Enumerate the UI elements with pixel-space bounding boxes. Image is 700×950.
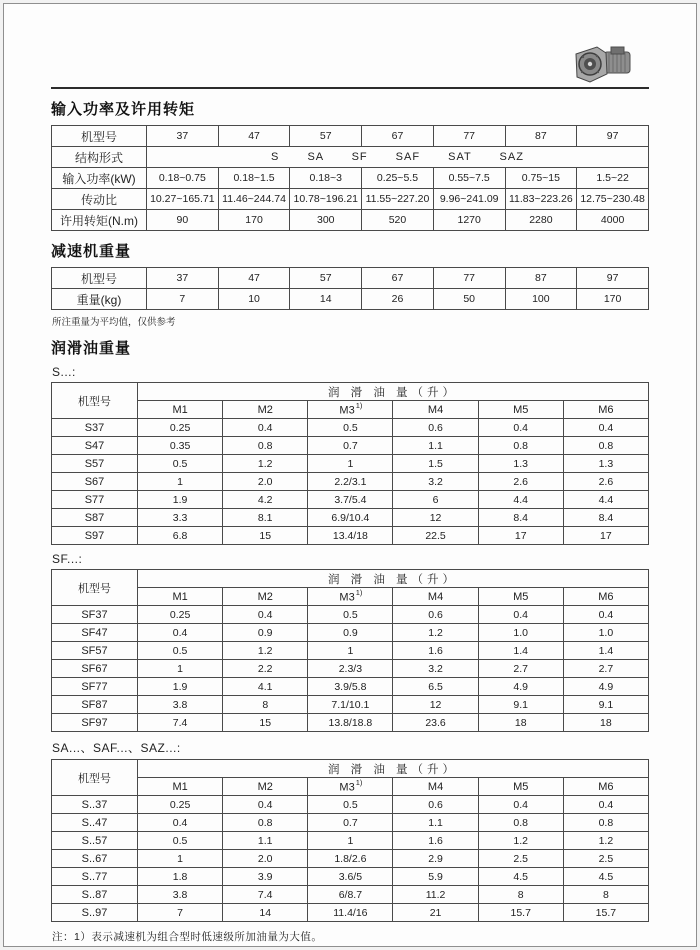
- row-label: S..37: [52, 796, 138, 814]
- cell-value: 0.4: [138, 624, 223, 642]
- table-row: [52, 904, 649, 922]
- cell-value: 1.3: [478, 455, 563, 473]
- cell-value: 1.0: [478, 624, 563, 642]
- cell-value: 15: [223, 527, 308, 545]
- cell-value: 12.75~230.48: [577, 189, 649, 210]
- oil-quantity-header: 润 滑 油 量（升）: [138, 570, 649, 588]
- cell-value: 9.1: [563, 696, 648, 714]
- cell-value: 87: [505, 268, 577, 289]
- cell-value: 0.9: [308, 624, 393, 642]
- cell-value: 0.4: [223, 796, 308, 814]
- cell-value: 9.96~241.09: [433, 189, 505, 210]
- cell-value: 0.35: [138, 437, 223, 455]
- cell-value: 1.0: [563, 624, 648, 642]
- cell-value: 1.2: [223, 455, 308, 473]
- cell-value: 0.5: [308, 796, 393, 814]
- row-label: S97: [52, 527, 138, 545]
- cell-value: 0.8: [563, 814, 648, 832]
- cell-value: 4.2: [223, 491, 308, 509]
- cell-value: 17: [478, 527, 563, 545]
- cell-value: 37: [147, 126, 219, 147]
- cell-value: 1.1: [393, 814, 478, 832]
- cell-value: 2.2/3.1: [308, 473, 393, 491]
- cell-value: 0.6: [393, 796, 478, 814]
- table-row: [52, 696, 649, 714]
- cell-value: 4.9: [563, 678, 648, 696]
- cell-value: 1.8/2.6: [308, 850, 393, 868]
- col-header-m2: M2: [223, 401, 308, 419]
- cell-value: 0.5: [308, 606, 393, 624]
- oil-table-label-sa-saf-saz: SA...、SAF...、SAZ...:: [52, 741, 181, 755]
- cell-value: 77: [433, 126, 505, 147]
- cell-value: 0.25~5.5: [362, 168, 434, 189]
- cell-value: 1.2: [223, 642, 308, 660]
- col-header-m4: M4: [393, 401, 478, 419]
- cell-value: 47: [218, 268, 290, 289]
- cell-value: 18: [563, 714, 648, 732]
- model-column-header: 机型号: [52, 383, 138, 419]
- oil-table-sf: [51, 569, 649, 732]
- cell-value: 1.2: [393, 624, 478, 642]
- cell-value: 4.1: [223, 678, 308, 696]
- col-header-m5: M5: [478, 401, 563, 419]
- table-row: [52, 455, 649, 473]
- cell-value: 0.18~1.5: [218, 168, 290, 189]
- cell-value: 3.2: [393, 660, 478, 678]
- cell-value: 11.4/16: [308, 904, 393, 922]
- col-header-m4: M4: [393, 588, 478, 606]
- cell-value: 0.4: [563, 796, 648, 814]
- cell-value: 1: [138, 473, 223, 491]
- cell-value: 4000: [577, 210, 649, 231]
- row-label: 结构形式: [52, 147, 147, 168]
- header-divider: [51, 87, 649, 89]
- cell-value: 0.5: [138, 455, 223, 473]
- cell-value: 0.5: [138, 642, 223, 660]
- cell-value: 18: [478, 714, 563, 732]
- cell-value: 21: [393, 904, 478, 922]
- cell-value: 7: [138, 904, 223, 922]
- row-label: S..97: [52, 904, 138, 922]
- cell-value: 0.4: [478, 606, 563, 624]
- cell-value: 1.4: [563, 642, 648, 660]
- col-header-m5: M5: [478, 778, 563, 796]
- row-label: S37: [52, 419, 138, 437]
- row-label: S67: [52, 473, 138, 491]
- col-header-m4: M4: [393, 778, 478, 796]
- cell-value: 23.6: [393, 714, 478, 732]
- cell-value: 7.4: [138, 714, 223, 732]
- cell-value: 3.2: [393, 473, 478, 491]
- cell-value: 1: [138, 660, 223, 678]
- cell-value: 8: [563, 886, 648, 904]
- cell-value: 12: [393, 509, 478, 527]
- cell-value: 4.4: [478, 491, 563, 509]
- weight-note: 所注重量为平均值，仅供参考: [52, 317, 176, 328]
- row-label: S47: [52, 437, 138, 455]
- row-label: S..77: [52, 868, 138, 886]
- oil-subheader-row: [52, 401, 649, 419]
- cell-value: 0.4: [563, 419, 648, 437]
- oil-header-row: [52, 570, 649, 588]
- row-label: 机型号: [52, 126, 147, 147]
- cell-value: 1.5: [393, 455, 478, 473]
- cell-value: 0.6: [393, 606, 478, 624]
- table-row: [52, 678, 649, 696]
- footnote-marker: 1): [355, 778, 363, 788]
- cell-value: 0.25: [138, 796, 223, 814]
- cell-value: 0.25: [138, 419, 223, 437]
- weight-table-body: [52, 268, 649, 310]
- cell-value: 26: [362, 289, 434, 310]
- cell-value: 8.1: [223, 509, 308, 527]
- catalog-page: [3, 3, 697, 947]
- cell-value: 4.9: [478, 678, 563, 696]
- cell-value: 10.27~165.71: [147, 189, 219, 210]
- cell-value: 520: [362, 210, 434, 231]
- oil-header-row: [52, 760, 649, 778]
- cell-value: 1.6: [393, 642, 478, 660]
- cell-value: 11.46~244.74: [218, 189, 290, 210]
- row-label: S..87: [52, 886, 138, 904]
- cell-value: 11.55~227.20: [362, 189, 434, 210]
- gear-motor-photo: [570, 42, 636, 86]
- table-row: [52, 796, 649, 814]
- cell-value: 6.5: [393, 678, 478, 696]
- section-title-oil: 润滑油重量: [51, 340, 132, 357]
- table-row: [52, 147, 649, 168]
- table-row: [52, 642, 649, 660]
- cell-value: 0.55~7.5: [433, 168, 505, 189]
- row-label: S77: [52, 491, 138, 509]
- cell-value: 8: [478, 886, 563, 904]
- cell-value: 1: [308, 455, 393, 473]
- cell-value: 0.8: [563, 437, 648, 455]
- table-row: [52, 419, 649, 437]
- cell-value: 300: [290, 210, 362, 231]
- cell-value: 67: [362, 126, 434, 147]
- cell-value: 2.6: [563, 473, 648, 491]
- cell-value: 97: [577, 268, 649, 289]
- cell-value: 100: [505, 289, 577, 310]
- weight-table: [51, 267, 649, 310]
- table-row: [52, 832, 649, 850]
- cell-value: 170: [577, 289, 649, 310]
- col-header-m6: M6: [563, 778, 648, 796]
- table-row: [52, 814, 649, 832]
- footnote-marker: 1): [355, 588, 363, 598]
- cell-value: 1: [308, 642, 393, 660]
- oil-quantity-header: 润 滑 油 量（升）: [138, 383, 649, 401]
- cell-value: 0.75~15: [505, 168, 577, 189]
- cell-value: 2.2: [223, 660, 308, 678]
- cell-value: 0.6: [393, 419, 478, 437]
- oil-table-sa-saf-saz: [51, 759, 649, 922]
- col-header-m1: M1: [138, 778, 223, 796]
- cell-value: 0.4: [563, 606, 648, 624]
- row-label: 传动比: [52, 189, 147, 210]
- cell-value: 1.1: [223, 832, 308, 850]
- cell-value: 0.18~3: [290, 168, 362, 189]
- table-row: [52, 289, 649, 310]
- table-row: [52, 168, 649, 189]
- oil-quantity-header: 润 滑 油 量（升）: [138, 760, 649, 778]
- row-label: SF87: [52, 696, 138, 714]
- cell-value: 7.1/10.1: [308, 696, 393, 714]
- cell-value: 2.3/3: [308, 660, 393, 678]
- cell-value: 6.9/10.4: [308, 509, 393, 527]
- cell-value: 7.4: [223, 886, 308, 904]
- cell-value: 0.8: [478, 814, 563, 832]
- cell-value: 0.5: [308, 419, 393, 437]
- cell-value: 4.5: [478, 868, 563, 886]
- oil-table-sa-saf-saz-body: [52, 796, 649, 922]
- oil-table-label-sf: SF...:: [52, 552, 83, 566]
- table-row: [52, 437, 649, 455]
- cell-value: 57: [290, 126, 362, 147]
- col-header-m3: M3$^{1)}$: [308, 401, 393, 419]
- row-label: S..57: [52, 832, 138, 850]
- table-row: [52, 624, 649, 642]
- table-row: [52, 886, 649, 904]
- cell-value: 0.7: [308, 437, 393, 455]
- cell-value: 0.7: [308, 814, 393, 832]
- cell-value: 37: [147, 268, 219, 289]
- model-column-header: 机型号: [52, 760, 138, 796]
- cell-value: 1.9: [138, 491, 223, 509]
- table-row: [52, 189, 649, 210]
- table-row: [52, 268, 649, 289]
- cell-value: 0.5: [138, 832, 223, 850]
- cell-value: 11.83~223.26: [505, 189, 577, 210]
- cell-value: 1.8: [138, 868, 223, 886]
- cell-value: 0.25: [138, 606, 223, 624]
- row-label: SF37: [52, 606, 138, 624]
- cell-value: 1.3: [563, 455, 648, 473]
- cell-value: 1.4: [478, 642, 563, 660]
- power-torque-table-body: [52, 126, 649, 231]
- cell-value: 3.8: [138, 886, 223, 904]
- cell-value: 2.5: [478, 850, 563, 868]
- row-label: 输入功率(kW): [52, 168, 147, 189]
- cell-value: 15.7: [478, 904, 563, 922]
- cell-value: 3.7/5.4: [308, 491, 393, 509]
- cell-value: 0.9: [223, 624, 308, 642]
- table-row: [52, 868, 649, 886]
- cell-value: 2.7: [478, 660, 563, 678]
- cell-value: 10: [218, 289, 290, 310]
- cell-value: 1.1: [393, 437, 478, 455]
- cell-value: 6: [393, 491, 478, 509]
- cell-value: 14: [223, 904, 308, 922]
- col-header-m1: M1: [138, 588, 223, 606]
- cell-value: 0.4: [138, 814, 223, 832]
- page-footnote: 注：1）表示减速机为组合型时低速级所加油量为大值。: [52, 931, 323, 943]
- cell-value: 3.6/5: [308, 868, 393, 886]
- table-row: [52, 606, 649, 624]
- cell-value: 15.7: [563, 904, 648, 922]
- table-row: [52, 491, 649, 509]
- cell-value: 2.9: [393, 850, 478, 868]
- row-label: 重量(kg): [52, 289, 147, 310]
- table-row: [52, 509, 649, 527]
- cell-value: 9.1: [478, 696, 563, 714]
- row-label: SF97: [52, 714, 138, 732]
- cell-value: 6/8.7: [308, 886, 393, 904]
- col-header-m6: M6: [563, 588, 648, 606]
- cell-value: 0.8: [478, 437, 563, 455]
- cell-value: 8: [223, 696, 308, 714]
- cell-value: 3.9: [223, 868, 308, 886]
- cell-value: 3.9/5.8: [308, 678, 393, 696]
- row-label: SF77: [52, 678, 138, 696]
- table-row: [52, 210, 649, 231]
- cell-value: 0.8: [223, 437, 308, 455]
- cell-value: 77: [433, 268, 505, 289]
- col-header-m2: M2: [223, 778, 308, 796]
- cell-value: 4.4: [563, 491, 648, 509]
- cell-value: 15: [223, 714, 308, 732]
- cell-value: 97: [577, 126, 649, 147]
- cell-value: 170: [218, 210, 290, 231]
- cell-value: 6.8: [138, 527, 223, 545]
- structure-types-cell: S SA SF SAF SAT SAZ: [147, 147, 649, 168]
- cell-value: 3.3: [138, 509, 223, 527]
- table-row: [52, 527, 649, 545]
- cell-value: 22.5: [393, 527, 478, 545]
- cell-value: 13.4/18: [308, 527, 393, 545]
- cell-value: 1: [308, 832, 393, 850]
- footnote-marker: 1): [355, 401, 363, 411]
- cell-value: 4.5: [563, 868, 648, 886]
- section-title-weight: 减速机重量: [51, 243, 132, 260]
- oil-table-sf-body: [52, 606, 649, 732]
- cell-value: 0.4: [478, 796, 563, 814]
- cell-value: 0.18~0.75: [147, 168, 219, 189]
- oil-table-s: [51, 382, 649, 545]
- cell-value: 10.78~196.21: [290, 189, 362, 210]
- cell-value: 2.0: [223, 850, 308, 868]
- oil-table-s-body: [52, 419, 649, 545]
- cell-value: 47: [218, 126, 290, 147]
- cell-value: 57: [290, 268, 362, 289]
- cell-value: 0.4: [478, 419, 563, 437]
- oil-table-label-s: S...:: [52, 365, 76, 379]
- col-header-m5: M5: [478, 588, 563, 606]
- col-header-m3: M3$^{1)}$: [308, 778, 393, 796]
- row-label: SF47: [52, 624, 138, 642]
- cell-value: 1.2: [478, 832, 563, 850]
- cell-value: 2.0: [223, 473, 308, 491]
- cell-value: 5.9: [393, 868, 478, 886]
- cell-value: 8.4: [478, 509, 563, 527]
- table-row: [52, 850, 649, 868]
- cell-value: 0.8: [223, 814, 308, 832]
- row-label: S..47: [52, 814, 138, 832]
- cell-value: 67: [362, 268, 434, 289]
- cell-value: 0.4: [223, 606, 308, 624]
- col-header-m1: M1: [138, 401, 223, 419]
- cell-value: 50: [433, 289, 505, 310]
- row-label: SF57: [52, 642, 138, 660]
- cell-value: 8.4: [563, 509, 648, 527]
- row-label: S87: [52, 509, 138, 527]
- cell-value: 13.8/18.8: [308, 714, 393, 732]
- cell-value: 2280: [505, 210, 577, 231]
- model-column-header: 机型号: [52, 570, 138, 606]
- cell-value: 0.4: [223, 419, 308, 437]
- table-row: [52, 714, 649, 732]
- row-label: S..67: [52, 850, 138, 868]
- table-row: [52, 473, 649, 491]
- power-torque-table: [51, 125, 649, 231]
- cell-value: 11.2: [393, 886, 478, 904]
- row-label: SF67: [52, 660, 138, 678]
- row-label: 许用转矩(N.m): [52, 210, 147, 231]
- cell-value: 7: [147, 289, 219, 310]
- col-header-m3: M3$^{1)}$: [308, 588, 393, 606]
- cell-value: 2.7: [563, 660, 648, 678]
- section-title-power-torque: 输入功率及许用转矩: [51, 101, 196, 118]
- cell-value: 2.5: [563, 850, 648, 868]
- cell-value: 1.2: [563, 832, 648, 850]
- cell-value: 1.6: [393, 832, 478, 850]
- cell-value: 1.9: [138, 678, 223, 696]
- oil-header-row: [52, 383, 649, 401]
- table-row: [52, 126, 649, 147]
- col-header-m6: M6: [563, 401, 648, 419]
- row-label: 机型号: [52, 268, 147, 289]
- cell-value: 12: [393, 696, 478, 714]
- col-header-m2: M2: [223, 588, 308, 606]
- oil-subheader-row: [52, 588, 649, 606]
- cell-value: 1.5~22: [577, 168, 649, 189]
- cell-value: 14: [290, 289, 362, 310]
- table-row: [52, 660, 649, 678]
- cell-value: 17: [563, 527, 648, 545]
- row-label: S57: [52, 455, 138, 473]
- cell-value: 90: [147, 210, 219, 231]
- oil-subheader-row: [52, 778, 649, 796]
- cell-value: 1270: [433, 210, 505, 231]
- cell-value: 87: [505, 126, 577, 147]
- cell-value: 2.6: [478, 473, 563, 491]
- cell-value: 1: [138, 850, 223, 868]
- cell-value: 3.8: [138, 696, 223, 714]
